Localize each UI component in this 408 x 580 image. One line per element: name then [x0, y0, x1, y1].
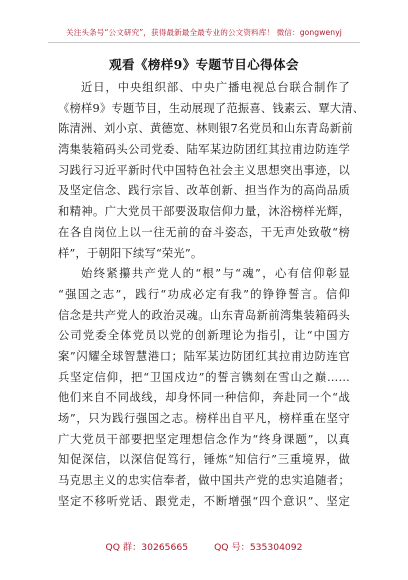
document-body — [58, 78, 365, 512]
body-line: 《榜样9》专题节目，生动展现了范振喜、钱素云、覃大清、 — [58, 101, 365, 115]
body-line: “强国之志”，践行“功成必定有我”的铮铮誓言。信仰 — [58, 287, 350, 301]
body-line: 及坚定信念、践行宗旨、改革创新、担当作为的高尚品质 — [58, 184, 350, 198]
header-divider — [48, 42, 360, 43]
body-line: 案”闪耀全球智慧港口；陆军某边防团红其拉甫边防连官 — [58, 349, 350, 363]
footer-qq-number: QQ 号：535304092 — [214, 542, 303, 553]
body-line: 习践行习近平新时代中国特色社会主义思想突出事迹，以 — [58, 163, 350, 177]
body-line: 样”，于朝阳下续写“荣光”。 — [58, 246, 203, 260]
body-line: 陈清洲、刘小京、黄德宽、林则银7名党员和山东青岛新前 — [58, 122, 353, 136]
body-line: 广大党员干部要把坚定理想信念作为“终身课题”，以真 — [58, 432, 350, 446]
body-line: 信念是共产党人的政治灵魂。山东青岛新前湾集装箱码头 — [58, 308, 350, 322]
body-line: 知促深信，以深信促笃行，锤炼“知信行”三重境界，做 — [58, 453, 350, 467]
body-line: 公司党委全体党员以党的创新理论为指引，让“中国方 — [58, 329, 350, 343]
body-line: 在各自岗位上以一往无前的奋斗姿态，干无声处致敬“榜 — [58, 225, 350, 239]
document-title: 观看《榜样9》专题节目心得体会 — [109, 57, 299, 72]
footer-contact — [0, 539, 408, 553]
body-line: 和精神。广大党员干部要汲取信仰力量，沐浴榜样光辉， — [58, 205, 350, 219]
body-line: 坚定不移听党话、跟党走，不断增强“四个意识”、坚定 — [58, 494, 350, 508]
body-line: 湾集装箱码头公司党委、陆军某边防团红其拉甫边防连学 — [58, 143, 350, 157]
body-line: 近日，中央组织部、中央广播电视总台联合制作了 — [81, 81, 350, 94]
header-promo-text: 关注头条号“公文研究”，获得最新最全最专业的公文资料库！ 微信：gongwenyj — [66, 28, 342, 37]
body-line: 场”，只为践行强国之志。榜样出自平凡，榜样重在坚守 — [58, 412, 350, 425]
footer-qq-group: QQ 群：30265665 — [105, 542, 189, 553]
body-line: 始终紧攥共产党人的“根”与“魂”，心有信仰彰显 — [81, 267, 350, 281]
body-line: 兵坚定信仰，把“卫国戍边”的誓言镌刻在雪山之巅…… — [58, 370, 350, 384]
body-line: 他们来自不同战线，却身怀同一种信仰，奔赴同一个“战 — [58, 391, 350, 405]
body-line: 马克思主义的忠实信奉者，做中国共产党的忠实追随者； — [58, 474, 350, 488]
